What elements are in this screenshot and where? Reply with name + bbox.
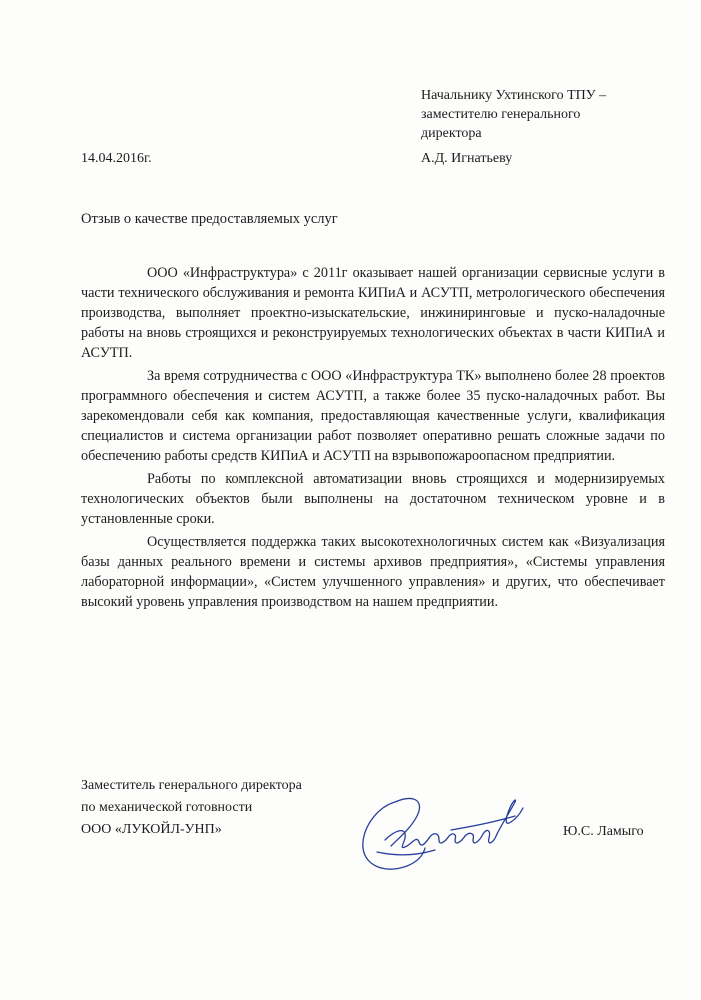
addressee-block [421,86,671,143]
addressee-line: Начальнику Ухтинского ТПУ – [421,88,607,103]
addressee-line: заместителю генерального [421,107,581,122]
signatory-position: по механической готовности [81,800,253,815]
body-paragraph: ООО «Инфраструктура» с 2011г оказывает нашей организации сервисные услуги в части технического обслуживания и ремонта КИПиА и АСУТП, метрологического обеспечения производства, выполняет проектно-изыскательские, инжиниринговые и пуско-наладочные работы на вновь строящихся и реконструируемых технологических объектах в части КИПиА и АСУТП. [81,265,665,361]
signatory-company: ООО «ЛУКОЙЛ-УНП» [81,822,222,837]
letter-body [81,263,665,615]
body-paragraph: За время сотрудничества с ООО «Инфраструктура ТК» выполнено более 28 проектов программного обеспечения и систем АСУТП, а также более 35 пуско-наладочных работ. Вы зарекомендовали себя как компания, предоставляющая качественные услуги, квалификация специалистов и система организации работ позволяет оперативно решать сложные задачи по обеспечению работы средств КИПиА и АСУТП на взрывопожароопасном предприятии. [81,368,665,464]
letter-subject: Отзыв о качестве предоставляемых услуг [81,211,338,227]
letter-date: 14.04.2016г. [81,151,152,166]
addressee-line: директора [421,126,482,141]
signatory-name: Ю.С. Ламыго [563,824,644,839]
body-paragraph: Работы по комплексной автоматизации вновь строящихся и модернизируемых технологических объектов были выполнены на достаточном техническом уровне и в установленные сроки. [81,471,665,527]
body-paragraph: Осуществляется поддержка таких высокотехнологичных систем как «Визуализация базы данных реального времени и системы архивов предприятия», «Системы управления лабораторной информации», «Систем улучшенного управления» и других, что обеспечивает высокий уровень управления производством на нашем предприятии. [81,534,665,610]
signatory-position: Заместитель генерального директора [81,778,302,793]
handwritten-signature [355,786,530,881]
signatory-block [81,775,302,841]
addressee-name: А.Д. Игнатьеву [421,151,513,166]
